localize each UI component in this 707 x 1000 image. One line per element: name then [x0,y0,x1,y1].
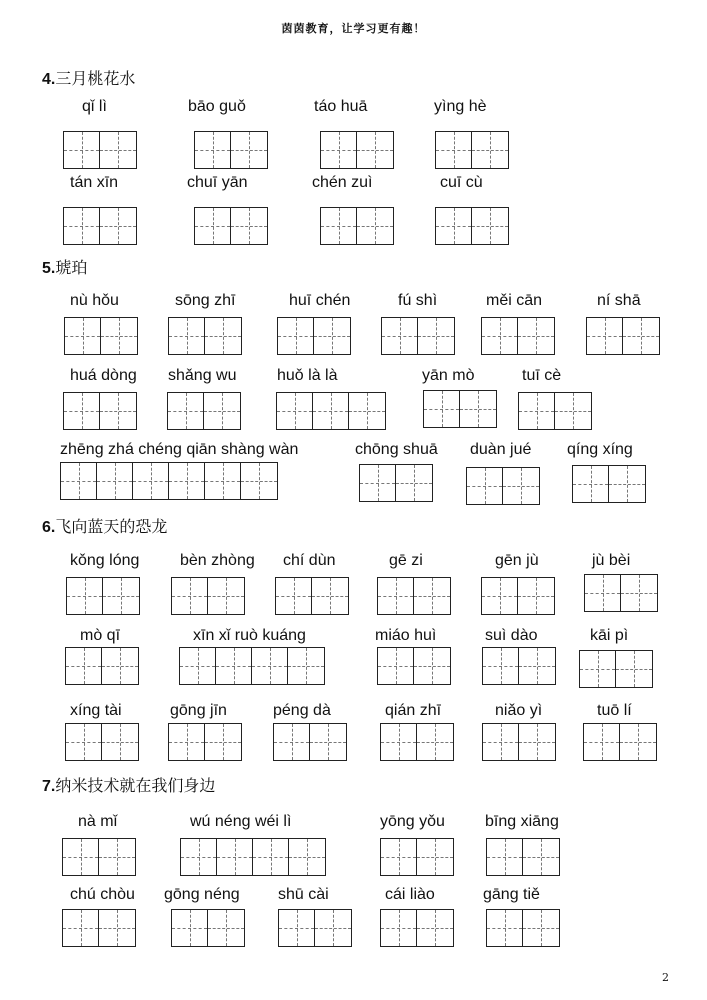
char-cell[interactable] [418,318,454,354]
char-cell[interactable] [63,839,99,875]
char-cell[interactable] [424,391,460,427]
char-cell[interactable] [231,132,267,168]
pinyin-label: qǐ lì [82,98,107,115]
char-grid[interactable] [481,317,555,355]
char-cell[interactable] [378,578,414,614]
char-cell[interactable] [417,910,453,946]
char-cell[interactable] [381,724,417,760]
char-grid[interactable] [359,464,433,502]
char-grid[interactable] [60,462,278,500]
char-grid[interactable] [171,909,245,947]
pinyin-label: péng dà [273,702,331,719]
char-cell[interactable] [313,393,349,429]
char-cell[interactable] [64,208,100,244]
char-cell[interactable] [279,910,315,946]
char-cell[interactable] [64,132,100,168]
char-grid[interactable] [486,909,560,947]
char-cell[interactable] [555,393,591,429]
pinyin-label: yān mò [422,367,475,384]
char-cell[interactable] [483,648,519,684]
char-grid[interactable] [381,317,455,355]
pinyin-label: shū cài [278,886,329,903]
char-cell[interactable] [312,578,348,614]
char-grid[interactable] [194,207,268,245]
char-cell[interactable] [382,318,418,354]
char-cell[interactable] [321,208,357,244]
char-cell[interactable] [169,318,205,354]
char-cell[interactable] [460,391,496,427]
section-7-name: 纳米技术就在我们身边 [55,778,216,795]
char-cell[interactable] [168,393,204,429]
section-5-number: 5. [42,260,56,277]
pinyin-label: gēn jù [495,552,539,569]
char-cell[interactable] [216,648,252,684]
char-cell[interactable] [277,393,313,429]
char-cell[interactable] [101,318,137,354]
char-grid[interactable] [65,647,139,685]
char-cell[interactable] [584,724,620,760]
char-cell[interactable] [67,578,103,614]
char-cell[interactable] [99,910,135,946]
char-cell[interactable] [360,465,396,501]
char-grid[interactable] [276,392,386,430]
char-cell[interactable] [231,208,267,244]
char-grid[interactable] [482,647,556,685]
pinyin-label: qián zhī [385,702,442,719]
char-cell[interactable] [621,575,657,611]
char-grid[interactable] [435,131,509,169]
char-cell[interactable] [100,393,136,429]
pinyin-label: tuō lí [597,702,632,719]
pinyin-label: zhēng zhá chéng qiān shàng wàn [60,441,299,458]
char-cell[interactable] [102,648,138,684]
char-cell[interactable] [436,208,472,244]
section-7-number: 7. [42,778,56,795]
char-cell[interactable] [483,724,519,760]
pinyin-label: niǎo yì [495,702,543,719]
pinyin-label: cuī cù [440,174,483,191]
char-cell[interactable] [523,910,559,946]
char-cell[interactable] [519,393,555,429]
pinyin-label: bīng xiāng [485,813,559,830]
pinyin-label: huǒ là là [277,367,338,384]
pinyin-label: tán xīn [70,174,119,191]
page-header: 茵茵教育，让学习更有趣！ [281,22,426,35]
char-cell[interactable] [436,132,472,168]
pinyin-label: nà mǐ [78,813,118,830]
char-cell[interactable] [208,578,244,614]
char-cell[interactable] [97,463,133,499]
char-cell[interactable] [503,468,539,504]
char-cell[interactable] [172,910,208,946]
char-grid[interactable] [481,577,555,615]
char-cell[interactable] [102,724,138,760]
pinyin-label: chí dùn [283,552,336,569]
pinyin-label: xīn xǐ ruò kuáng [193,627,306,644]
pinyin-label: tuī cè [522,367,562,384]
char-cell[interactable] [204,393,240,429]
char-cell[interactable] [289,839,325,875]
char-cell[interactable] [482,318,518,354]
char-cell[interactable] [278,318,314,354]
char-cell[interactable] [467,468,503,504]
char-cell[interactable] [180,648,216,684]
char-grid[interactable] [62,909,136,947]
char-cell[interactable] [66,724,102,760]
char-grid[interactable] [466,467,540,505]
char-grid[interactable] [64,317,138,355]
char-cell[interactable] [414,578,450,614]
char-cell[interactable] [169,463,205,499]
char-grid[interactable] [377,577,451,615]
pinyin-label: kāi pì [590,627,629,644]
char-cell[interactable] [414,648,450,684]
char-cell[interactable] [133,463,169,499]
char-cell[interactable] [580,651,616,687]
char-cell[interactable] [620,724,656,760]
char-grid[interactable] [65,723,139,761]
pinyin-label: xíng tài [70,702,122,719]
char-cell[interactable] [523,839,559,875]
char-cell[interactable] [396,465,432,501]
char-cell[interactable] [487,839,523,875]
char-cell[interactable] [276,578,312,614]
char-cell[interactable] [519,648,555,684]
pinyin-label: miáo huì [375,627,437,644]
char-grid[interactable] [586,317,660,355]
section-6-name: 飞向蓝天的恐龙 [55,519,168,536]
char-grid[interactable] [194,131,268,169]
char-grid[interactable] [572,465,646,503]
pinyin-label: huī chén [289,292,351,309]
pinyin-label: měi cān [486,292,543,309]
char-cell[interactable] [357,132,393,168]
pinyin-label: yìng hè [434,98,487,115]
char-cell[interactable] [241,463,277,499]
char-grid[interactable] [275,577,349,615]
char-grid[interactable] [63,207,137,245]
char-grid[interactable] [380,909,454,947]
char-grid[interactable] [320,131,394,169]
char-cell[interactable] [417,724,453,760]
char-cell[interactable] [315,910,351,946]
char-grid[interactable] [63,392,137,430]
pinyin-label: ní shā [597,292,641,309]
char-cell[interactable] [314,318,350,354]
char-cell[interactable] [623,318,659,354]
section-6-title [42,514,167,537]
pinyin-label: qíng xíng [567,441,633,458]
char-cell[interactable] [519,724,555,760]
char-cell[interactable] [195,208,231,244]
char-grid[interactable] [277,317,351,355]
pinyin-label: jù bèi [592,552,631,569]
char-grid[interactable] [486,838,560,876]
section-4-number: 4. [42,71,56,88]
pinyin-label: gāng tiě [483,886,540,903]
pinyin-label: kǒng lóng [70,552,140,569]
char-cell[interactable] [288,648,324,684]
char-grid[interactable] [167,392,241,430]
pinyin-label: gōng jīn [170,702,227,719]
char-cell[interactable] [381,910,417,946]
char-cell[interactable] [64,393,100,429]
char-cell[interactable] [66,648,102,684]
char-cell[interactable] [100,132,136,168]
char-grid[interactable] [435,207,509,245]
section-5-name: 琥珀 [55,260,88,277]
pinyin-label: bāo guǒ [188,98,246,115]
char-cell[interactable] [573,466,609,502]
char-grid[interactable] [377,647,451,685]
page-number: 2 [662,971,669,984]
pinyin-label: chú chòu [70,886,135,903]
char-cell[interactable] [61,463,97,499]
char-cell[interactable] [310,724,346,760]
char-grid[interactable] [579,650,653,688]
section-7-title [42,773,215,796]
char-grid[interactable] [518,392,592,430]
char-grid[interactable] [62,838,136,876]
char-cell[interactable] [99,839,135,875]
char-cell[interactable] [487,910,523,946]
char-grid[interactable] [423,390,497,428]
char-cell[interactable] [518,318,554,354]
section-4-name: 三月桃花水 [55,71,136,88]
pinyin-label: gōng néng [164,886,240,903]
pinyin-label: nù hǒu [70,292,119,309]
char-cell[interactable] [100,208,136,244]
pinyin-label: sōng zhī [175,292,236,309]
pinyin-label: chōng shuā [355,441,438,458]
pinyin-label: yōng yǒu [380,813,445,830]
char-cell[interactable] [381,839,417,875]
pinyin-label: duàn jué [470,441,532,458]
char-cell[interactable] [472,208,508,244]
char-grid[interactable] [180,838,326,876]
char-cell[interactable] [205,463,241,499]
char-cell[interactable] [378,648,414,684]
pinyin-label: mò qī [80,627,121,644]
pinyin-label: suì dào [485,627,538,644]
pinyin-label: wú néng wéi lì [190,813,292,830]
char-grid[interactable] [273,723,347,761]
char-cell[interactable] [103,578,139,614]
char-cell[interactable] [587,318,623,354]
char-cell[interactable] [181,839,217,875]
char-grid[interactable] [171,577,245,615]
char-cell[interactable] [252,648,288,684]
pinyin-label: gē zi [389,552,423,569]
char-grid[interactable] [320,207,394,245]
char-grid[interactable] [380,838,454,876]
char-cell[interactable] [172,578,208,614]
pinyin-label: chén zuì [312,174,373,191]
char-grid[interactable] [380,723,454,761]
char-grid[interactable] [63,131,137,169]
char-cell[interactable] [169,724,205,760]
char-cell[interactable] [205,318,241,354]
char-cell[interactable] [205,724,241,760]
pinyin-label: shǎng wu [168,367,237,384]
pinyin-label: fú shì [398,292,438,309]
char-cell[interactable] [482,578,518,614]
char-grid[interactable] [583,723,657,761]
section-6-number: 6. [42,519,56,536]
pinyin-label: bèn zhòng [180,552,255,569]
char-cell[interactable] [585,575,621,611]
char-cell[interactable] [417,839,453,875]
char-cell[interactable] [616,651,652,687]
char-cell[interactable] [357,208,393,244]
pinyin-label: chuī yān [187,174,248,191]
char-cell[interactable] [253,839,289,875]
char-cell[interactable] [274,724,310,760]
char-grid[interactable] [482,723,556,761]
char-grid[interactable] [278,909,352,947]
char-grid[interactable] [66,577,140,615]
pinyin-label: cái liào [385,886,435,903]
char-cell[interactable] [609,466,645,502]
char-cell[interactable] [321,132,357,168]
char-cell[interactable] [349,393,385,429]
char-grid[interactable] [584,574,658,612]
char-grid[interactable] [179,647,325,685]
char-grid[interactable] [168,317,242,355]
section-5-title [42,255,87,278]
char-cell[interactable] [63,910,99,946]
char-cell[interactable] [217,839,253,875]
pinyin-label: huá dòng [70,367,137,384]
char-cell[interactable] [195,132,231,168]
section-4-title [42,66,135,89]
char-cell[interactable] [65,318,101,354]
char-grid[interactable] [168,723,242,761]
char-cell[interactable] [518,578,554,614]
pinyin-label: táo huā [314,98,368,115]
char-cell[interactable] [472,132,508,168]
char-cell[interactable] [208,910,244,946]
